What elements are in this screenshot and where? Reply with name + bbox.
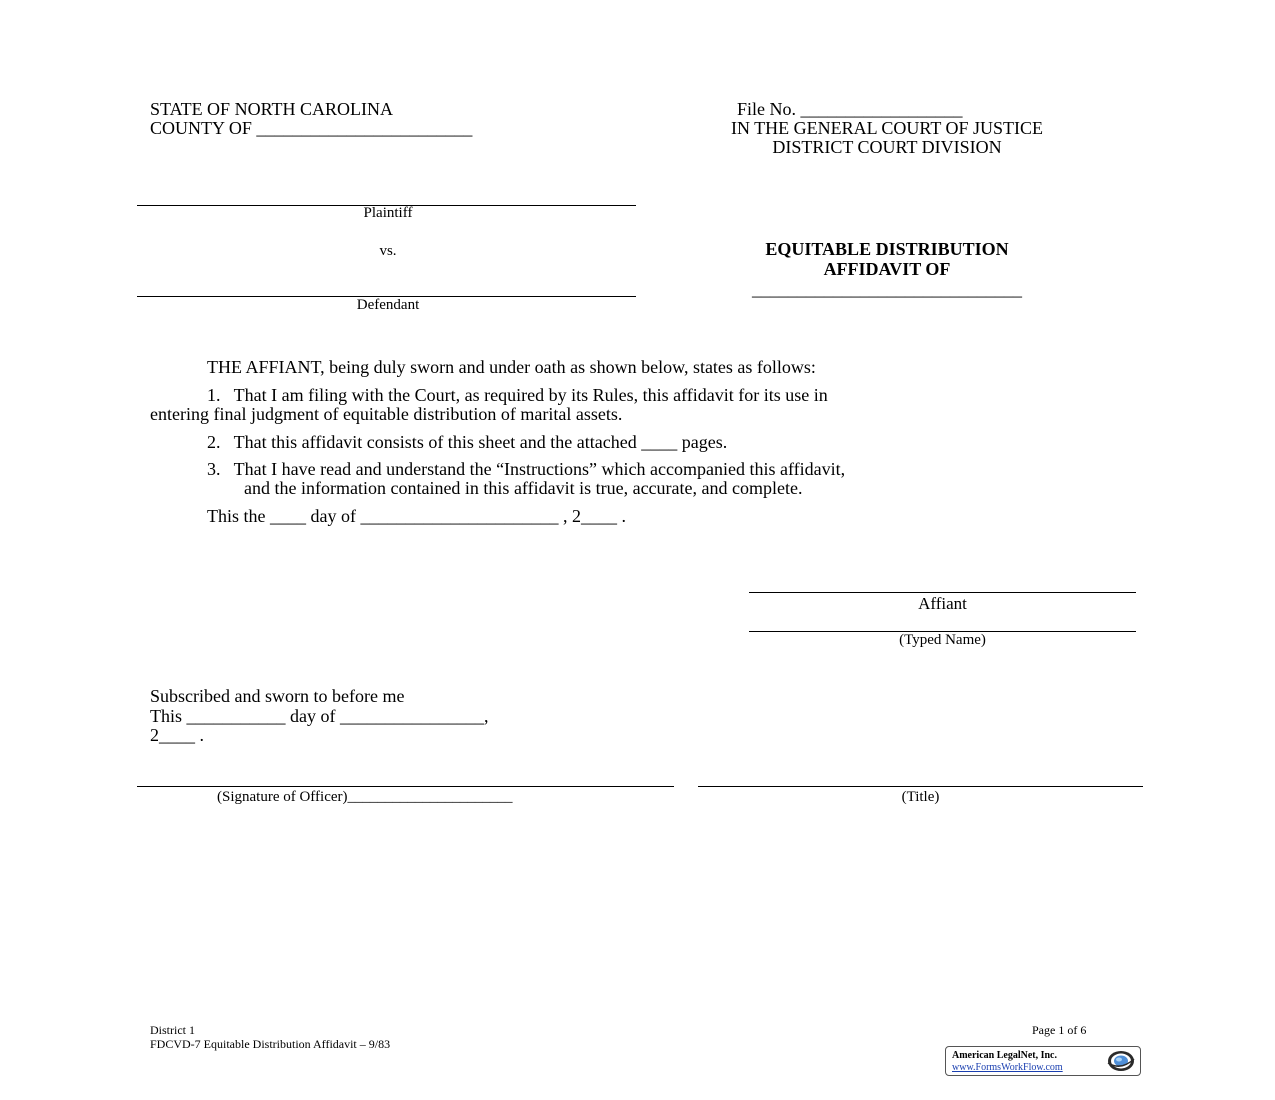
document-title-line1: EQUITABLE DISTRIBUTION — [765, 239, 1009, 259]
defendant-label: Defendant — [356, 297, 420, 313]
division-heading: DISTRICT COURT DIVISION — [772, 137, 1002, 157]
affiant-label: Affiant — [918, 594, 967, 613]
officer-signature-label: (Signature of Officer)______________________ — [217, 789, 513, 805]
affiant-signature-rule — [749, 592, 1136, 593]
logo-company-name: American LegalNet, Inc. — [952, 1050, 1057, 1061]
court-heading: IN THE GENERAL COURT OF JUSTICE — [730, 118, 1044, 138]
jurat-line3: 2____ . — [150, 725, 204, 745]
document-title-line2: AFFIDAVIT OF — [823, 259, 951, 279]
footer-page-number: Page 1 of 6 — [1032, 1023, 1087, 1037]
typed-name-label: (Typed Name) — [899, 632, 986, 648]
plaintiff-label: Plaintiff — [363, 205, 413, 221]
footer-district: District 1 — [150, 1023, 195, 1037]
officer-signature-rule — [137, 786, 674, 787]
date-line: This the ____ day of ______________________ , 2____ . — [207, 506, 626, 526]
officer-title-rule — [698, 786, 1143, 787]
jurat-line1: Subscribed and sworn to before me — [150, 686, 405, 706]
affiant-name-blank: ______________________________ — [752, 279, 1022, 299]
versus-label: vs. — [379, 243, 397, 259]
state-heading: STATE OF NORTH CAROLINA — [150, 99, 393, 119]
officer-title-label: (Title) — [901, 789, 940, 805]
file-number-line: File No. __________________ — [737, 99, 963, 119]
footer-form-id: FDCVD-7 Equitable Distribution Affidavit – 9/83 — [150, 1037, 391, 1051]
logo-website-link[interactable]: www.FormsWorkFlow.com — [952, 1062, 1063, 1073]
item-2: 2. That this affidavit consists of this sheet and the attached ____ pages. — [207, 432, 728, 452]
american-legalnet-logo[interactable] — [945, 1046, 1141, 1076]
jurat-line2: This ___________ day of ________________, — [150, 706, 489, 726]
affiant-intro: THE AFFIANT, being duly sworn and under oath as shown below, states as follows: — [207, 357, 816, 377]
county-line: COUNTY OF ________________________ — [150, 118, 473, 138]
item-3-line2: and the information contained in this affidavit is true, accurate, and complete. — [244, 478, 803, 498]
globe-icon — [1104, 1049, 1136, 1073]
item-1-line2: entering final judgment of equitable distribution of marital assets. — [150, 404, 623, 424]
item-1-line1: 1. That I am filing with the Court, as required by its Rules, this affidavit for its use in — [207, 385, 828, 405]
item-3-line1: 3. That I have read and understand the “Instructions” which accompanied this affidavit, — [207, 459, 846, 479]
